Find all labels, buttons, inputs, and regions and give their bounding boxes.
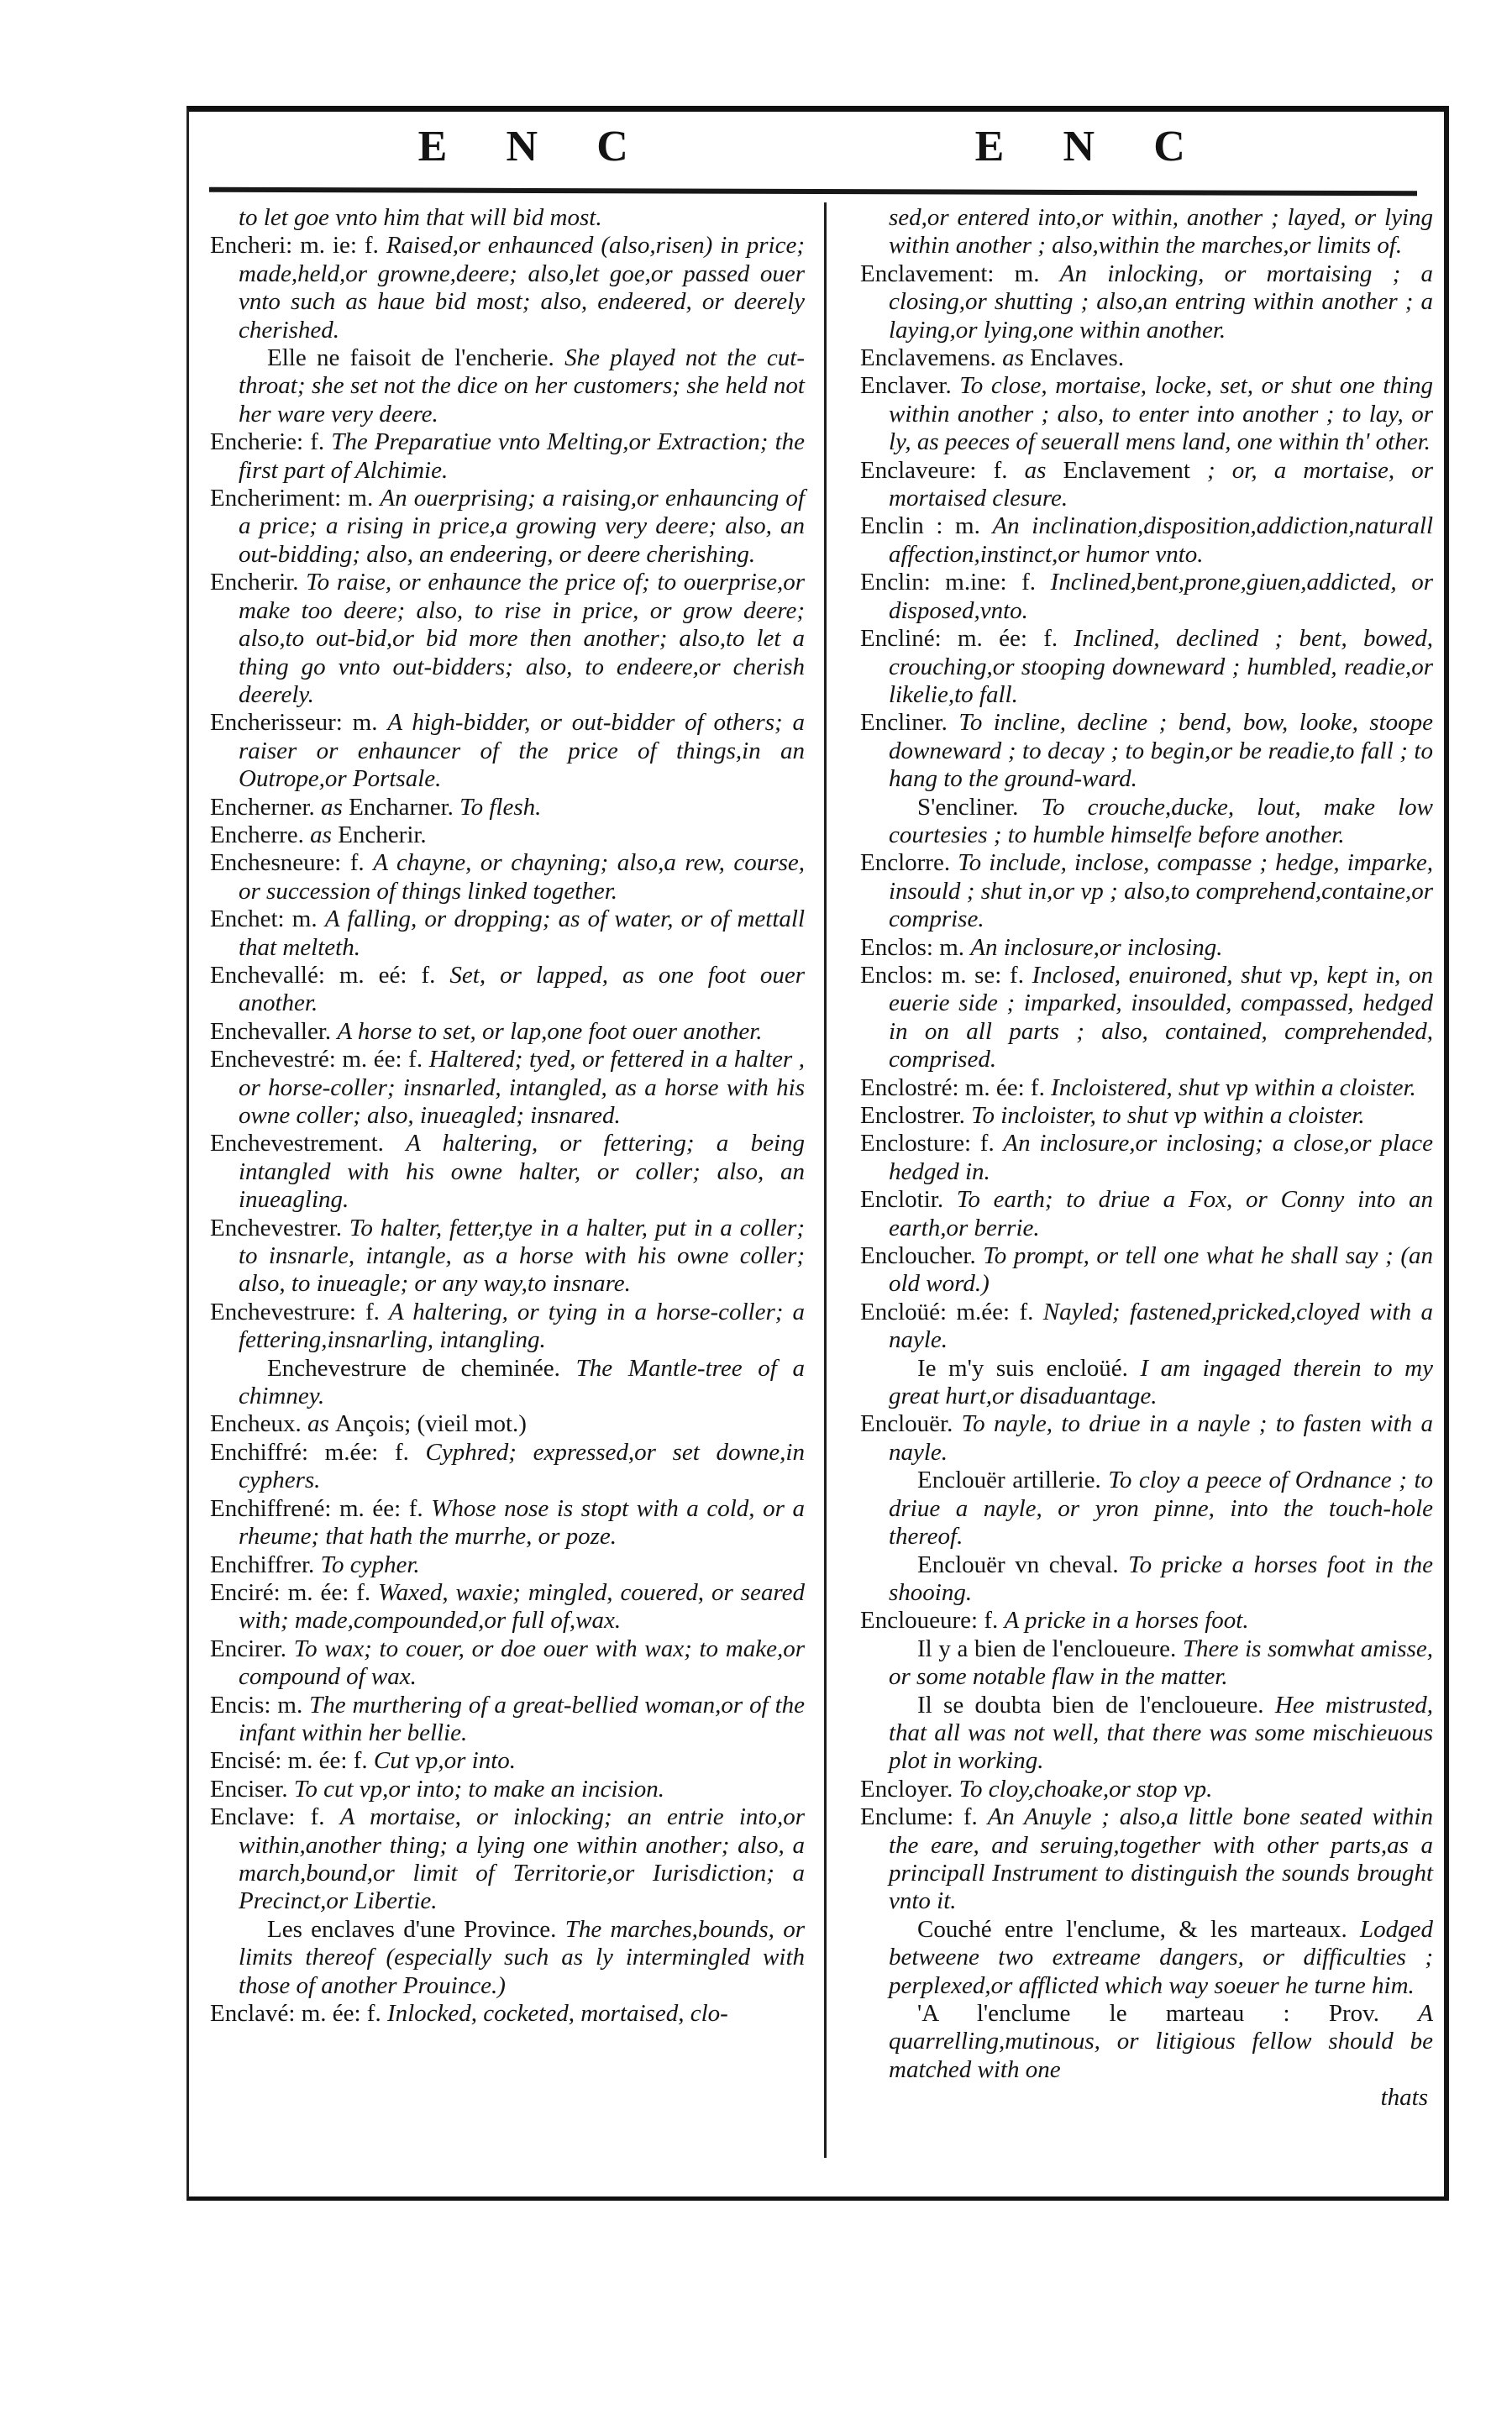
- headword-text: Enclaveure: f.: [860, 456, 1025, 484]
- headword-text: Enclosture: f.: [860, 1130, 1004, 1157]
- dictionary-entry: [860, 372, 1433, 456]
- headword-text: Enchevestré: m. ée: f.: [210, 1046, 429, 1073]
- headword-text: Enclaves.: [1030, 344, 1125, 372]
- gloss-text: A pricke in a horses foot.: [1004, 1607, 1249, 1635]
- headword-text: Enclume: f.: [860, 1803, 988, 1831]
- dictionary-entry: [210, 1551, 805, 1579]
- headword-text: Enclorre.: [860, 849, 958, 877]
- headword-text: Encloyer.: [860, 1775, 959, 1803]
- headword-text: Encherir.: [338, 821, 427, 848]
- headword-text: Enchiffrer.: [210, 1551, 321, 1578]
- gloss-text: Cut vp,or into.: [373, 1747, 517, 1775]
- headword-text: Encherre.: [210, 821, 311, 848]
- gloss-text: To cypher.: [320, 1551, 420, 1578]
- gloss-text: A haltering, or tying in a horse-coller; a fettering,insnarling, intangling.: [239, 1298, 806, 1354]
- dictionary-entry: [210, 1018, 805, 1046]
- gloss-text: An inclosure,or inclosing.: [970, 933, 1223, 961]
- right-text-column: [860, 204, 1433, 2112]
- dictionary-entry: [860, 709, 1433, 793]
- dictionary-entry: [860, 1102, 1433, 1130]
- gloss-text: To nayle, to driue in a nayle ; to fasten with a nayle.: [889, 1410, 1433, 1466]
- sub-entry: [860, 1692, 1433, 1776]
- headword-text: Enclin: m.ine: f.: [860, 569, 1051, 596]
- sub-entry: [210, 1916, 805, 2000]
- gloss-text: An Anuyle ; also,a little bone seated within the eare, and seruing,together with other parts,as a principall Instrument to distinguish the sounds brought vnto it.: [889, 1803, 1433, 1915]
- headword-text: Encharner.: [349, 793, 460, 821]
- dictionary-entry: [210, 1439, 805, 1495]
- gloss-text: Incloistered, shut vp within a cloister.: [1051, 1073, 1416, 1101]
- headword-text: Enchiffrené: m. ée: f.: [210, 1494, 432, 1522]
- dictionary-entry: [210, 1299, 805, 1355]
- gloss-text: Set, or lapped, as one foot ouer another.: [239, 961, 805, 1017]
- sub-entry: [860, 1635, 1433, 1692]
- headword-text: Il se doubta bien de l'encloueure.: [917, 1691, 1275, 1719]
- headword-text: Encliné: m. ée: f.: [860, 625, 1074, 653]
- headword-text: Enciser.: [210, 1775, 294, 1803]
- gloss-text: as: [1024, 456, 1063, 484]
- gloss-text: thats: [1380, 2084, 1428, 2112]
- gloss-text: To earth; to driue a Fox, or Conny into an earth,or berrie.: [889, 1186, 1433, 1241]
- headword-text: Enchevaller.: [210, 1017, 338, 1045]
- dictionary-entry: [860, 1130, 1433, 1186]
- gloss-text: Lodged betweene two extreame dangers, or difficulties ; perplexed,or afflicted which way soeuer he turne him.: [889, 1915, 1433, 1999]
- sub-entry: [860, 1916, 1433, 2000]
- dictionary-entry: [210, 962, 805, 1018]
- gloss-text: To close, mortaise, locke, set, or shut one thing within another ; also, to enter into another ; to lay, or ly, as peeces of seuerall mens land, one within th' other.: [889, 372, 1433, 456]
- headword-text: Enclaver.: [860, 372, 960, 400]
- dictionary-entry: [210, 1776, 805, 1803]
- dictionary-entry: [210, 1215, 805, 1299]
- dictionary-entry: [210, 794, 805, 821]
- gloss-text: sed,or entered into,or within, another ; layed, or lying within another ; also,within the marches,or limits of.: [889, 204, 1433, 260]
- headword-text: Enclotir.: [860, 1186, 957, 1214]
- headword-text: Encirer.: [210, 1635, 294, 1662]
- headword-text: Ie m'y suis encloüé.: [917, 1354, 1141, 1382]
- dictionary-entry: [860, 260, 1433, 344]
- headword-text: Enclin : m.: [860, 512, 993, 540]
- gloss-text: A chayne, or chayning; also,a rew, course, or succession of things linked together.: [239, 849, 806, 905]
- headword-text: Enclavement: [1063, 456, 1208, 484]
- headword-text: Encliner.: [860, 709, 959, 737]
- dictionary-entry: [210, 2000, 805, 2028]
- gloss-text: To raise, or enhaunce the price of; to ouerprise,or make too deere; also, to rise in price, or grow deere; also,to out-bid,or bid more then another; also,to let a thing go vnto out-bidders; also, to endeere,or cherish deerely.: [239, 569, 805, 708]
- headword-text: Encheux.: [210, 1410, 307, 1438]
- gloss-text: Whose nose is stopt with a cold, or a rheume; that hath the murrhe, or poze.: [239, 1494, 806, 1551]
- gloss-text: A mortaise, or inlocking; an entrie into,or within,another thing; a lying one within another; also, a march,bound,or limit of Territorie,or Iurisdiction; a Precinct,or Libertie.: [239, 1803, 806, 1915]
- headword-text: Enclos: m.: [860, 933, 971, 961]
- running-head-right: E N C: [974, 123, 1210, 171]
- gloss-text: To flesh.: [459, 793, 542, 821]
- sub-entry: [860, 794, 1433, 850]
- gloss-text: Cyphred; expressed,or set downe,in cyphers.: [239, 1438, 805, 1494]
- headword-text: Enclouër artillerie.: [917, 1467, 1109, 1494]
- headword-text: Enclouër vn cheval.: [917, 1551, 1129, 1578]
- headword-text: Couché entre l'enclume, & les marteaux.: [917, 1915, 1360, 1943]
- gloss-text: The marches,bounds, or limits thereof (especially such as ly intermingled with those of another Prouince.): [239, 1915, 805, 1999]
- gloss-text: Nayled; fastened,pricked,cloyed with a nayle.: [889, 1298, 1433, 1354]
- headword-text: Enclos: m. se: f.: [860, 961, 1032, 989]
- headword-text: Ançois; (vieil mot.): [335, 1410, 527, 1438]
- headword-text: Encherie: f.: [210, 428, 332, 456]
- dictionary-entry: [210, 232, 805, 344]
- dictionary-entry: [210, 569, 805, 709]
- gloss-text: To wax; to couer, or doe ouer with wax; to make,or compound of wax.: [239, 1635, 805, 1691]
- running-head-left: E N C: [417, 123, 653, 171]
- gloss-text: A horse to set, or lap,one foot ouer another.: [337, 1017, 763, 1045]
- dictionary-entry: [860, 1776, 1433, 1803]
- headword-text: Encherir.: [210, 569, 307, 596]
- dictionary-entry: [210, 1635, 805, 1692]
- headword-text: Encheri: m. ie: f.: [210, 232, 386, 260]
- gloss-text: Hee mistrusted, that all was not well, that there was some mischieuous plot in working.: [889, 1691, 1433, 1775]
- gloss-text: An inclination,disposition,addiction,naturall affection,instinct,or humor vnto.: [889, 512, 1433, 568]
- dictionary-entry: [860, 569, 1433, 625]
- header-rule: [209, 187, 1417, 197]
- headword-text: Enchevestrure de cheminée.: [267, 1354, 576, 1382]
- dictionary-entry: [210, 485, 805, 569]
- headword-text: Enclouër.: [860, 1410, 962, 1438]
- gloss-text: There is somwhat amisse, or some notable flaw in the matter.: [889, 1635, 1433, 1691]
- headword-text: Encloüé: m.ée: f.: [860, 1298, 1043, 1325]
- gloss-text: Waxed, waxie; mingled, couered, or seared with; made,compounded,or full of,wax.: [239, 1578, 805, 1635]
- dictionary-entry: [860, 962, 1433, 1074]
- headword-text: Enchevestrure: f.: [210, 1298, 389, 1325]
- sub-entry: [860, 1551, 1433, 1608]
- headword-text: Encloucher.: [860, 1242, 984, 1270]
- dictionary-entry: [860, 457, 1433, 513]
- gloss-text: To crouche,ducke, lout, make low courtesies ; to humble himselfe before another.: [889, 793, 1434, 848]
- dictionary-entry: [210, 1495, 805, 1551]
- dictionary-entry: [210, 1803, 805, 1916]
- headword-text: Encherisseur: m.: [210, 709, 388, 737]
- gloss-text: To pricke a horses foot in the shooing.: [889, 1551, 1433, 1606]
- gloss-text: The murthering of a great-bellied woman,or of the infant within her bellie.: [239, 1691, 806, 1746]
- gloss-text: To cloy a peece of Ordnance ; to driue a nayle, or yron pinne, into the touch-hole thereof.: [889, 1467, 1434, 1551]
- gloss-text: To include, inclose, compasse ; hedge, imparke, insould ; shut in,or vp ; also,to comprehend,containe,or comprise.: [889, 849, 1433, 933]
- dictionary-entry: [860, 1186, 1433, 1242]
- headword-text: Enchesneure: f.: [210, 849, 374, 877]
- dictionary-entry: [210, 1410, 805, 1438]
- dictionary-entry: [860, 1074, 1433, 1102]
- headword-text: Enchiffré: m.ée: f.: [210, 1438, 426, 1466]
- dictionary-entry: [210, 1130, 805, 1214]
- dictionary-entry: [210, 1747, 805, 1775]
- entry-continuation: [860, 204, 1433, 260]
- gloss-text: ; or, a mortaise, or mortaised clesure.: [889, 456, 1434, 512]
- headword-text: Encloueure: f.: [860, 1607, 1005, 1635]
- gloss-text: A haltering, or fettering; a being intangled with his owne halter, or coller; also, an inueagling.: [239, 1130, 805, 1214]
- gloss-text: as: [321, 793, 349, 821]
- catchword: [860, 2084, 1433, 2112]
- sub-entry: [860, 2000, 1433, 2084]
- dictionary-entry: [210, 905, 805, 962]
- headword-text: 'A l'enclume le marteau : Prov.: [917, 2000, 1419, 2027]
- sub-entry: [860, 1355, 1433, 1411]
- headword-text: Il y a bien de l'encloueure.: [917, 1635, 1183, 1662]
- dictionary-entry: [860, 849, 1433, 933]
- dictionary-entry: [210, 821, 805, 849]
- gloss-text: To incloister, to shut vp within a cloister.: [971, 1102, 1365, 1129]
- column-divider: [824, 202, 827, 2158]
- dictionary-entry: [860, 344, 1433, 372]
- gloss-text: as: [310, 821, 339, 848]
- dictionary-entry: [860, 625, 1433, 709]
- gloss-text: as: [307, 1410, 336, 1438]
- sub-entry: [210, 344, 805, 428]
- dictionary-entry: [210, 1579, 805, 1635]
- gloss-text: Haltered; tyed, or fettered in a halter , or horse-coller; insnarled, intangled, as a horse with his owne coller; also, inueagled; insnared.: [239, 1046, 805, 1129]
- gloss-text: The Mantle-tree of a chimney.: [239, 1354, 805, 1410]
- gloss-text: I am ingaged therein to my great hurt,or disaduantage.: [889, 1354, 1433, 1410]
- gloss-text: To cut vp,or into; to make an incision.: [293, 1775, 665, 1803]
- headword-text: Enchevestrer.: [210, 1214, 349, 1241]
- headword-text: Enclostré: m. ée: f.: [860, 1073, 1052, 1101]
- gloss-text: To prompt, or tell one what he shall say ; (an old word.): [889, 1242, 1433, 1298]
- headword-text: Encherner.: [210, 793, 322, 821]
- left-text-column: [210, 204, 805, 2028]
- headword-text: Enchevallé: m. eé: f.: [210, 961, 450, 989]
- headword-text: Encisé: m. ée: f.: [210, 1747, 374, 1775]
- headword-text: S'encliner.: [917, 793, 1042, 821]
- gloss-text: To cloy,choake,or stop vp.: [958, 1775, 1213, 1803]
- dictionary-entry: [210, 1046, 805, 1130]
- dictionary-entry: [210, 709, 805, 793]
- gloss-text: to let goe vnto him that will bid most.: [239, 204, 602, 231]
- headword-text: Enclave: f.: [210, 1803, 340, 1831]
- dictionary-entry: [860, 512, 1433, 569]
- gloss-text: Inclined,bent,prone,giuen,addicted, or disposed,vnto.: [889, 569, 1433, 624]
- dictionary-entry: [860, 1607, 1433, 1635]
- headword-text: Enchet: m.: [210, 905, 325, 933]
- gloss-text: Inlocked, cocketed, mortaised, clo-: [386, 2000, 728, 2027]
- headword-text: Enchevestrement.: [210, 1130, 407, 1157]
- sub-entry: [210, 1355, 805, 1411]
- dictionary-entry: [860, 1410, 1433, 1467]
- dictionary-entry: [210, 849, 805, 905]
- gloss-text: Inclosed, enuironed, shut vp, kept in, on euerie side ; imparked, insoulded, compassed, hedged in on all parts ; also, contained, comprehended, comprised.: [889, 961, 1433, 1073]
- dictionary-entry: [860, 934, 1433, 962]
- headword-text: Elle ne faisoit de l'encherie.: [267, 344, 565, 372]
- gloss-text: as: [1002, 344, 1031, 372]
- sub-entry: [860, 1467, 1433, 1551]
- gloss-text: To halter, fetter,tye in a halter, put in a coller; to insnarle, intangle, as a horse with his owne coller; also, to inueagle; or any way,to insnare.: [239, 1214, 805, 1298]
- gloss-text: To incline, decline ; bend, bow, looke, stoope downeward ; to decay ; to begin,or be readie,to fall ; to hang to the ground-ward.: [889, 709, 1433, 793]
- gloss-text: An ouerprising; a raising,or enhauncing of a price; a rising in price,a growing very deere; also, an out-bidding; also, an endeering, or deere cherishing.: [239, 485, 805, 568]
- gloss-text: A quarrelling,mutinous, or litigious fellow should be matched with one: [889, 2000, 1433, 2083]
- dictionary-entry: [860, 1299, 1433, 1355]
- headword-text: Encheriment: m.: [210, 485, 381, 512]
- dictionary-entry: [210, 428, 805, 485]
- gloss-text: Raised,or enhaunced (also,risen) in price; made,held,or growne,deere; also,let goe,or passed ouer vnto such as haue bid most; also, endeered, or deerely cherished.: [239, 232, 805, 344]
- headword-text: Enclavement: m.: [860, 260, 1060, 287]
- dictionary-entry: [860, 1242, 1433, 1299]
- headword-text: Encis: m.: [210, 1691, 310, 1719]
- headword-text: Enclavé: m. ée: f.: [210, 2000, 387, 2027]
- gloss-text: The Preparatiue vnto Melting,or Extraction; the first part of Alchimie.: [239, 428, 806, 484]
- entry-continuation: [210, 204, 805, 232]
- headword-text: Les enclaves d'une Province.: [267, 1915, 565, 1943]
- headword-text: Enclostrer.: [860, 1102, 972, 1129]
- gloss-text: She played not the cut-throat; she set not the dice on her customers; she held not her ware very deere.: [239, 344, 805, 428]
- headword-text: Enciré: m. ée: f.: [210, 1578, 379, 1606]
- gloss-text: An inclosure,or inclosing; a close,or place hedged in.: [889, 1130, 1434, 1185]
- headword-text: Enclavemens.: [860, 344, 1003, 372]
- page-frame: [186, 106, 1449, 2201]
- gloss-text: Inclined, declined ; bent, bowed, crouching,or stooping downeward ; humbled, readie,or likelie,to fall.: [889, 625, 1433, 708]
- dictionary-entry: [860, 1803, 1433, 1916]
- gloss-text: A high-bidder, or out-bidder of others; a raiser or enhauncer of the price of things,in an Outrope,or Portsale.: [239, 709, 805, 793]
- gloss-text: An inlocking, or mortaising ; a closing,or shutting ; also,an entring within another ; a laying,or lying,one within another.: [889, 260, 1433, 344]
- gloss-text: A falling, or dropping; as of water, or of mettall that melteth.: [239, 905, 805, 961]
- dictionary-entry: [210, 1692, 805, 1748]
